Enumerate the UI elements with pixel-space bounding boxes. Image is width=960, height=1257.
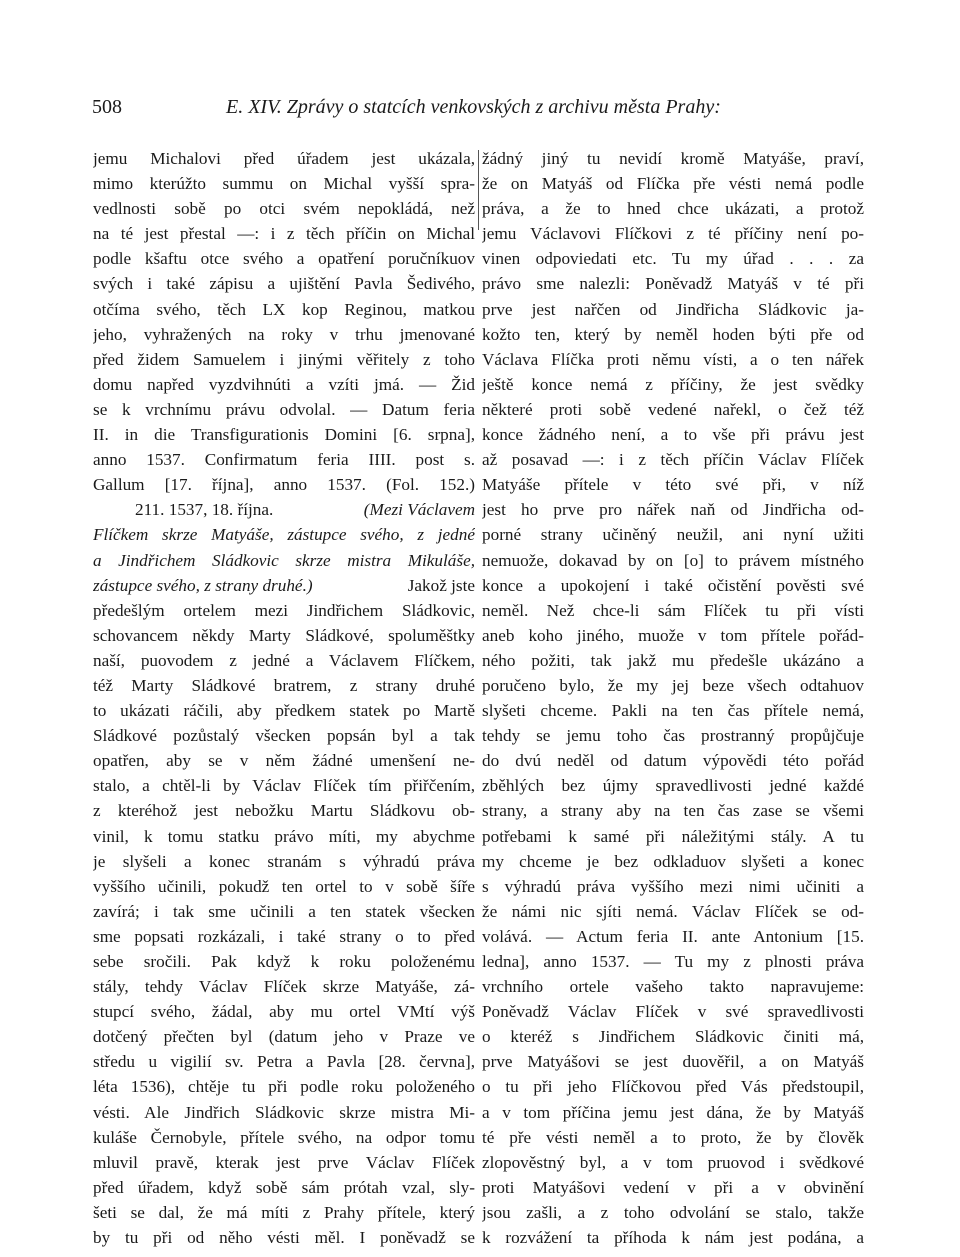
text-line: středu u vigilií sv. Petra a Pavla [28. června], — [93, 1052, 475, 1072]
text-line: vinen odpoviedati etc. Tu my úřad . . . za — [482, 249, 864, 269]
text-line: jemu Michalovi před úřadem jest ukázala, — [93, 149, 475, 168]
text-line: prve Matyášovi se jest duověřil, a on Matyáš — [482, 1052, 864, 1072]
text-line: Gallum [17. října], anno 1537. (Fol. 152.) — [93, 475, 475, 495]
text-line: stupcí svého, žádal, aby mu ortel VMtí výš — [93, 1002, 475, 1022]
text-line: dotčený přečten byl (datum jeho v Praze ve — [93, 1027, 475, 1047]
text-line: mimo kterúžto summu on Michal vyšší spra- — [93, 174, 475, 194]
text-line: vyššího učinili, pokudž ten ortel to v sobě šíře — [93, 876, 475, 896]
text-line: jest ho prve pro nářek naň od Jindřicha od- — [482, 500, 864, 520]
text-line: by tu při od něho vésti měl. I poněvadž se — [93, 1228, 475, 1248]
text-line: zběhlých bez újmy spravedlivosti jedné každé — [482, 776, 864, 796]
text-line: je slyšeli a konec stranám s výhradú práva — [93, 851, 475, 871]
running-title: E. XIV. Zprávy o statcích venkovských z archivu města Prahy: — [226, 96, 721, 118]
left-intro-lines — [93, 146, 475, 497]
text-line: Václava Flíčka proti němu vísti, a o ten nářek — [482, 349, 864, 369]
text-line: opatřen, aby se v něm žádné umenšení ne- — [93, 751, 475, 771]
page-header — [92, 96, 876, 124]
left-body-lines — [93, 598, 475, 1250]
text-line: předešlým ortelem mezi Jindřichem Sládkovic, — [93, 600, 475, 620]
text-line: naší, puovodem z jedné a Václavem Flíčkem, — [93, 650, 475, 670]
text-line: před úřadem, když sobě sám prótah vzal, sly- — [93, 1177, 475, 1197]
text-line: kožto ten, který by neměl hoden býti pře od — [482, 324, 864, 344]
text-line: Matyáše přítele v této své při, v níž — [482, 475, 864, 495]
text-line: Sládkové pozůstalý všecken popsán byl a tak — [93, 726, 475, 746]
entry-heading-line: Flíčkem skrze Matyáše, zástupce svého, z jedné — [93, 525, 475, 545]
text-line: schovancem někdy Marty Sládkové, spoluměštky — [93, 625, 475, 645]
entry-heading-closing-line — [93, 573, 475, 598]
text-line: některé proti sobě vedené nařekl, o čež též — [482, 399, 864, 419]
text-line: stály, tehdy Václav Flíček skrze Matyáše, zá- — [93, 977, 475, 997]
text-line: aneb koho jiného, muože v tom přítele pořád- — [482, 625, 864, 645]
left-column — [93, 146, 475, 1250]
entry-number-and-heading-line — [93, 497, 475, 522]
text-line: jeho, vyhražených na roky v trhu jmenované — [93, 324, 475, 344]
right-lines — [482, 146, 864, 1250]
text-line: stalo, a chtěl-li by Václav Flíček tím přiřčením, — [93, 776, 475, 796]
text-line: jsou zašli, a z toho odvolání se stalo, takže — [482, 1202, 864, 1222]
page-number: 508 — [92, 96, 122, 118]
text-line: volává. — Actum feria II. ante Antonium [15. — [482, 926, 864, 946]
text-line: o tu při jeho Flíčkovou před Vás předstoupil, — [482, 1077, 864, 1097]
text-line: šeti se dal, že má míti z Prahy přítele, který — [93, 1202, 475, 1222]
text-line: mluvil pravě, kterak jest prve Václav Flíček — [93, 1152, 475, 1172]
text-line: léta 1536), chtěje tu při podle roku položeného — [93, 1077, 475, 1097]
text-line: o kteréž s Jindřichem Sládkovic činiti má, — [482, 1027, 864, 1047]
text-line: do dvú neděl od datum výpovědi této pořád — [482, 751, 864, 771]
text-line: na té jest přestal —: i z těch příčin on Michal — [93, 224, 475, 244]
text-line: konce žádného není, a to vše při právu jest — [482, 425, 864, 445]
text-line: ledna], anno 1537. — Tu my z plnosti práva — [482, 952, 864, 971]
text-line: vésti. Ale Jindřich Sládkovic skrze mistra Mi- — [93, 1102, 475, 1122]
right-column — [482, 146, 864, 1250]
text-line: porné strany učiněný neužil, ani nyní užiti — [482, 525, 864, 545]
text-line: svých i také zápisu a ujištění Pavla Šedivého, — [93, 274, 475, 294]
body-start-inline: Jakož jste — [407, 575, 475, 595]
text-line: té pře vésti neměl a to proto, že by člověk — [482, 1127, 864, 1147]
text-line: slyšeti chceme. Pakli na ten čas přítele nemá, — [482, 701, 864, 721]
text-line: Poněvadž Václav Flíček v své spravedlivosti — [482, 1002, 864, 1022]
text-line: tehdy se jemu toho čas prostranný propůjčuje — [482, 726, 864, 746]
text-line: neměl. Než chce-li sám Flíček tu při vísti — [482, 600, 864, 620]
text-line: jemu Václavovi Flíčkovi z té příčiny není po- — [482, 224, 864, 244]
text-line: též Marty Sládkové bratrem, z strany druhé — [93, 675, 475, 695]
text-line: právo sme nalezli: Poněvadž Matyáš v té při — [482, 274, 864, 294]
text-line: kuláše Černobyle, přítele svého, na odpor tomu — [93, 1127, 475, 1147]
text-line: před židem Samuelem i jinými věřitely z toho — [93, 349, 475, 369]
entry-heading-start: (Mezi Václavem — [363, 500, 475, 520]
entry-heading-line: a Jindřichem Sládkovic skrze mistra Mikuláše, — [93, 550, 475, 570]
text-line: s výhradú práva vyššího mezi nimi učiniti a — [482, 876, 864, 896]
text-line: ještě konce nemá z příčiny, že jest svědky — [482, 374, 864, 394]
text-line: otčíma svého, těch LX kop Reginou, matkou — [93, 299, 475, 319]
text-line: II. in die Transfigurationis Domini [6. srpna], — [93, 425, 475, 445]
text-line: sme popsati rozkázali, i také strany o to před — [93, 926, 475, 946]
text-line: zavírá; i tak sme učinili a ten statek všecken — [93, 901, 475, 921]
text-line: že námi nic sjíti nemá. Václav Flíček se od- — [482, 901, 864, 921]
text-line: žádný jiný tu nevidí kromě Matyáše, praví, — [482, 149, 864, 168]
text-line: strany, a strany aby na ten čas zase se všemi — [482, 801, 864, 821]
text-line: práva, a že to hned chce ukázati, a protož — [482, 199, 864, 219]
text-line: nemuože, dokavad by on [o] to právem místného — [482, 550, 864, 570]
text-line: až posavad —: i z těch příčin Václav Flíček — [482, 450, 864, 470]
text-line: sebe sročili. Pak když k roku položenému — [93, 952, 475, 971]
text-line: ného požiti, tak jakž mu předešle ukázáno a — [482, 650, 864, 670]
column-divider — [478, 150, 479, 230]
text-line: vedlnosti sobě po otci svém nepokládá, než — [93, 199, 475, 219]
text-line: anno 1537. Confirmatum feria IIII. post s. — [93, 450, 475, 470]
text-line: z kteréhož jest nebožku Martu Sládkovu ob- — [93, 801, 475, 821]
text-line: my chceme je bez odkladuov slyšeti a konec — [482, 851, 864, 871]
text-line: domu napřed vyzdvihnúti a vzíti jmá. — Žid — [93, 374, 475, 394]
text-line: potřebami k samé při náležitými stály. A tu — [482, 826, 864, 846]
text-line: k rozvážení ta příhoda k nám jest podána, a — [482, 1228, 864, 1248]
text-line: zlopověstný byl, a v tom pruovod i svědkové — [482, 1152, 864, 1172]
text-line: proti Matyášovi vedení v při a v obvinění — [482, 1177, 864, 1197]
text-line: konce a upokojení i také očistění pověsti své — [482, 575, 864, 595]
entry-number: 211. 1537, 18. října. — [135, 500, 274, 520]
text-line: vinil, k tomu statku právo míti, my abychme — [93, 826, 475, 846]
text-line: poručeno bylo, že my jej beze všech odtahuov — [482, 675, 864, 695]
text-line: se k vrchnímu právu odvolal. — Datum feria — [93, 399, 475, 419]
entry-heading-end: zástupce svého, z strany druhé.) — [93, 575, 313, 595]
text-line: že on Matyáš od Flíčka pře vésti nemá podle — [482, 174, 864, 194]
text-line: a v tom příčina jemu jest dána, že by Matyáš — [482, 1102, 864, 1122]
text-line: vrchního ortele vašeho takto napravujeme: — [482, 977, 864, 997]
text-line: prve jest nařčen od Jindřicha Sládkovic ja- — [482, 299, 864, 319]
text-line: podle kšaftu otce svého a opatření poručníkuov — [93, 249, 475, 269]
text-line: to ukázati ráčili, aby předkem statek po Martě — [93, 701, 475, 721]
